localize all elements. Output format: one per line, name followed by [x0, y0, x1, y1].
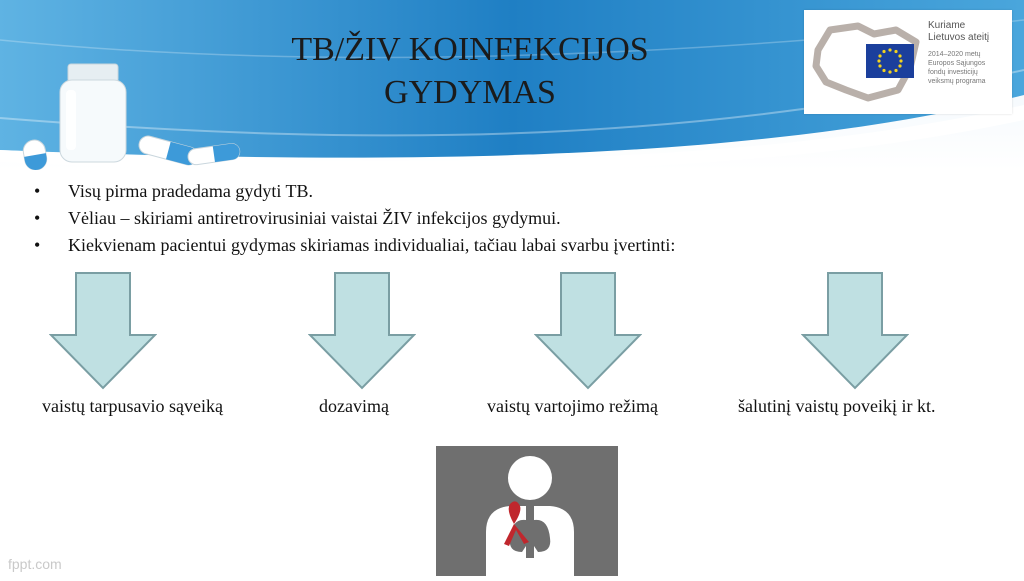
logo-line-2: Lietuvos ateitį: [928, 32, 990, 43]
title-line-1: TB/ŽIV KOINFEKCIJOS: [291, 31, 649, 68]
bullet-item: • Visų pirma pradedama gydyti TB.: [34, 178, 675, 205]
logo-line-4: Europos Sąjungos: [928, 60, 986, 67]
logo-text: [928, 20, 989, 86]
down-arrow-icon: [308, 272, 416, 390]
logo-line-3: 2014–2020 metų: [928, 51, 981, 58]
arrow-label: vaistų tarpusavio sąveiką: [42, 396, 223, 416]
down-arrow-icon: [801, 272, 909, 390]
lithuania-map-eu-flag-logo: [812, 20, 924, 104]
bullet-list: [34, 178, 675, 259]
title-line-2: GYDYMAS: [384, 74, 556, 111]
eu-funding-logo: [804, 10, 1012, 114]
slide-title: [240, 28, 700, 114]
patient-icon-panel: [436, 446, 618, 576]
down-arrow-icon: [49, 272, 157, 390]
logo-line-5: fondų investicijų: [928, 69, 978, 76]
down-arrow-icon: [534, 272, 642, 390]
bullet-item: • Vėliau – skiriami antiretrovirusiniai vaistai ŽIV infekcijos gydymui.: [34, 205, 675, 232]
arrow-label: šalutinį vaistų poveikį ir kt.: [738, 396, 936, 416]
bullet-item: • Kiekvienam pacientui gydymas skiriamas individualiai, tačiau labai svarbu įvertinti:: [34, 232, 675, 259]
logo-line-6: veiksmų programa: [928, 78, 986, 85]
logo-line-1: Kuriame: [928, 20, 966, 31]
pill-bottle-icon: [20, 60, 250, 170]
footer-watermark: fppt.com: [8, 556, 62, 572]
arrow-label: vaistų vartojimo režimą: [487, 396, 658, 416]
patient-lungs-ribbon-icon: [436, 446, 618, 576]
arrow-label: dozavimą: [319, 396, 389, 416]
